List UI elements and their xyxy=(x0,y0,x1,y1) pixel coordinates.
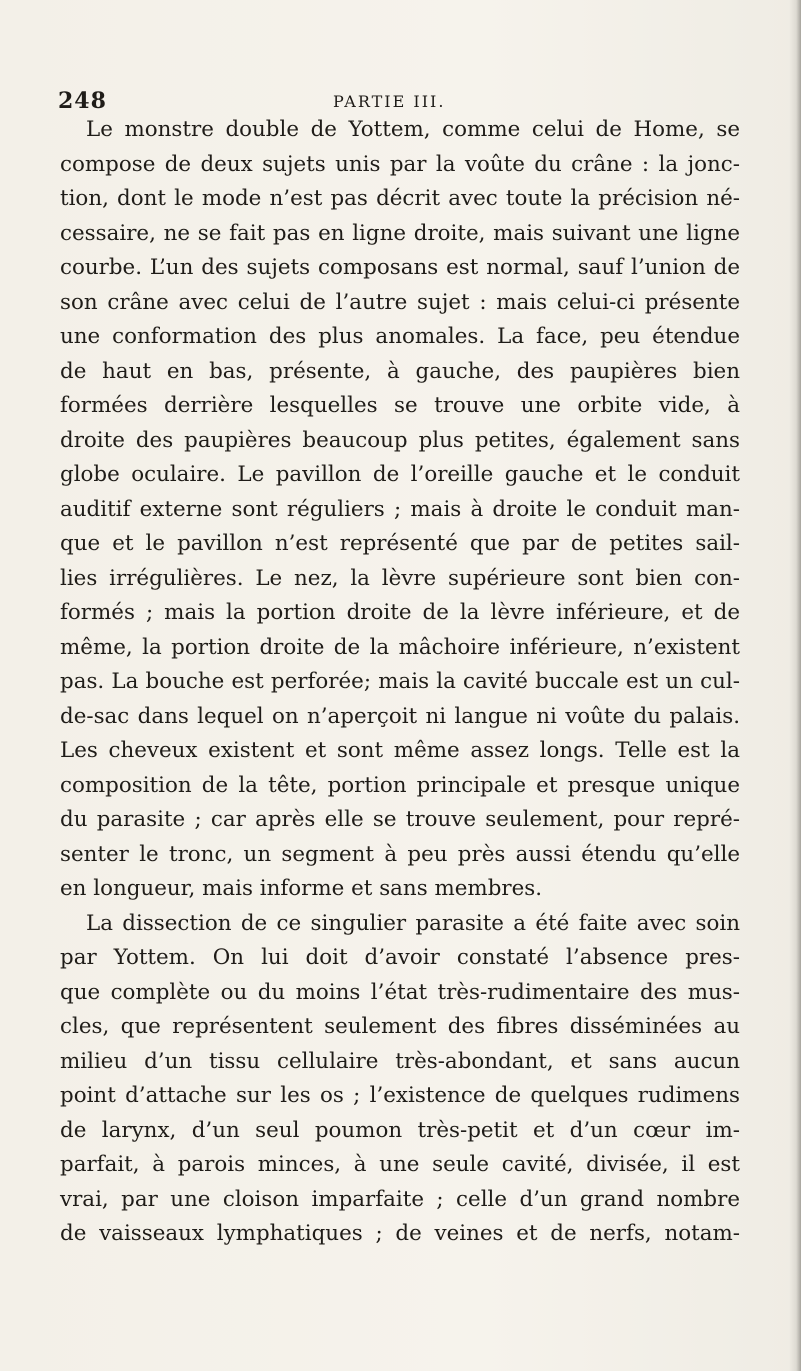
text-line: que et le pavillon n’est représenté que par de petites sail- xyxy=(60,531,740,556)
text-line: milieu d’un tissu cellulaire très-abondant, et sans aucun xyxy=(60,1048,740,1074)
text-line: une conformation des plus anomales. La face, peu étendue xyxy=(60,324,740,349)
text-line: lies irrégulières. Le nez, la lèvre supérieure sont bien con- xyxy=(60,565,740,591)
text-line: composition de la tête, portion principale et presque unique xyxy=(60,772,740,798)
text-line: que complète ou du moins l’état très-rudimentaire des mus- xyxy=(60,979,740,1005)
text-line: pas. La bouche est perforée; mais la cavité buccale est un cul- xyxy=(60,669,740,694)
text-line: de vaisseaux lymphatiques ; de veines et de nerfs, notam- xyxy=(60,1221,740,1246)
text-line: de haut en bas, présente, à gauche, des paupières bien xyxy=(60,358,740,384)
body-text xyxy=(60,113,740,1252)
text-line: par Yottem. On lui doit d’avoir constaté l’absence pres- xyxy=(60,945,740,970)
text-line: droite des paupières beaucoup plus petites, également sans xyxy=(60,427,740,453)
text-line: formées derrière lesquelles se trouve une orbite vide, à xyxy=(60,393,740,418)
text-line: de-sac dans lequel on n’aperçoit ni langue ni voûte du palais. xyxy=(60,703,740,729)
text-line: tion, dont le mode n’est pas décrit avec toute la précision né- xyxy=(60,186,740,211)
text-line: La dissection de ce singulier parasite a été faite avec soin xyxy=(86,910,740,936)
text-line: vrai, par une cloison imparfaite ; celle d’un grand nombre xyxy=(60,1186,740,1212)
text-line: formés ; mais la portion droite de la lèvre inférieure, et de xyxy=(60,600,740,625)
page-edge-shadow xyxy=(789,0,801,1371)
text-line: auditif externe sont réguliers ; mais à droite le conduit man- xyxy=(60,496,740,522)
page-number: 248 xyxy=(58,88,107,114)
text-line: cessaire, ne se fait pas en ligne droite, mais suivant une ligne xyxy=(60,220,740,246)
text-line: même, la portion droite de la mâchoire inférieure, n’existent xyxy=(60,634,740,660)
text-line: cles, que représentent seulement des fibres disséminées au xyxy=(60,1014,740,1039)
text-line: Les cheveux existent et sont même assez longs. Telle est la xyxy=(60,738,740,763)
text-line: point d’attache sur les os ; l’existence de quelques rudimens xyxy=(60,1083,740,1108)
text-line: courbe. L’un des sujets composans est normal, sauf l’union de xyxy=(60,255,740,280)
text-line: en longueur, mais informe et sans membres. xyxy=(60,876,543,901)
part-title: PARTIE III. xyxy=(333,92,446,111)
text-line: globe oculaire. Le pavillon de l’oreille gauche et le conduit xyxy=(60,462,740,487)
text-line: son crâne avec celui de l’autre sujet : mais celui-ci présente xyxy=(60,289,740,315)
text-line: senter le tronc, un segment à peu près aussi étendu qu’elle xyxy=(60,841,740,867)
text-line: de larynx, d’un seul poumon très-petit et d’un cœur im- xyxy=(60,1117,740,1143)
text-line: compose de deux sujets unis par la voûte du crâne : la jonc- xyxy=(60,151,740,177)
text-line: parfait, à parois minces, à une seule cavité, divisée, il est xyxy=(60,1152,740,1177)
text-line: du parasite ; car après elle se trouve seulement, pour repré- xyxy=(60,807,740,832)
text-line: Le monstre double de Yottem, comme celui de Home, se xyxy=(86,117,740,142)
